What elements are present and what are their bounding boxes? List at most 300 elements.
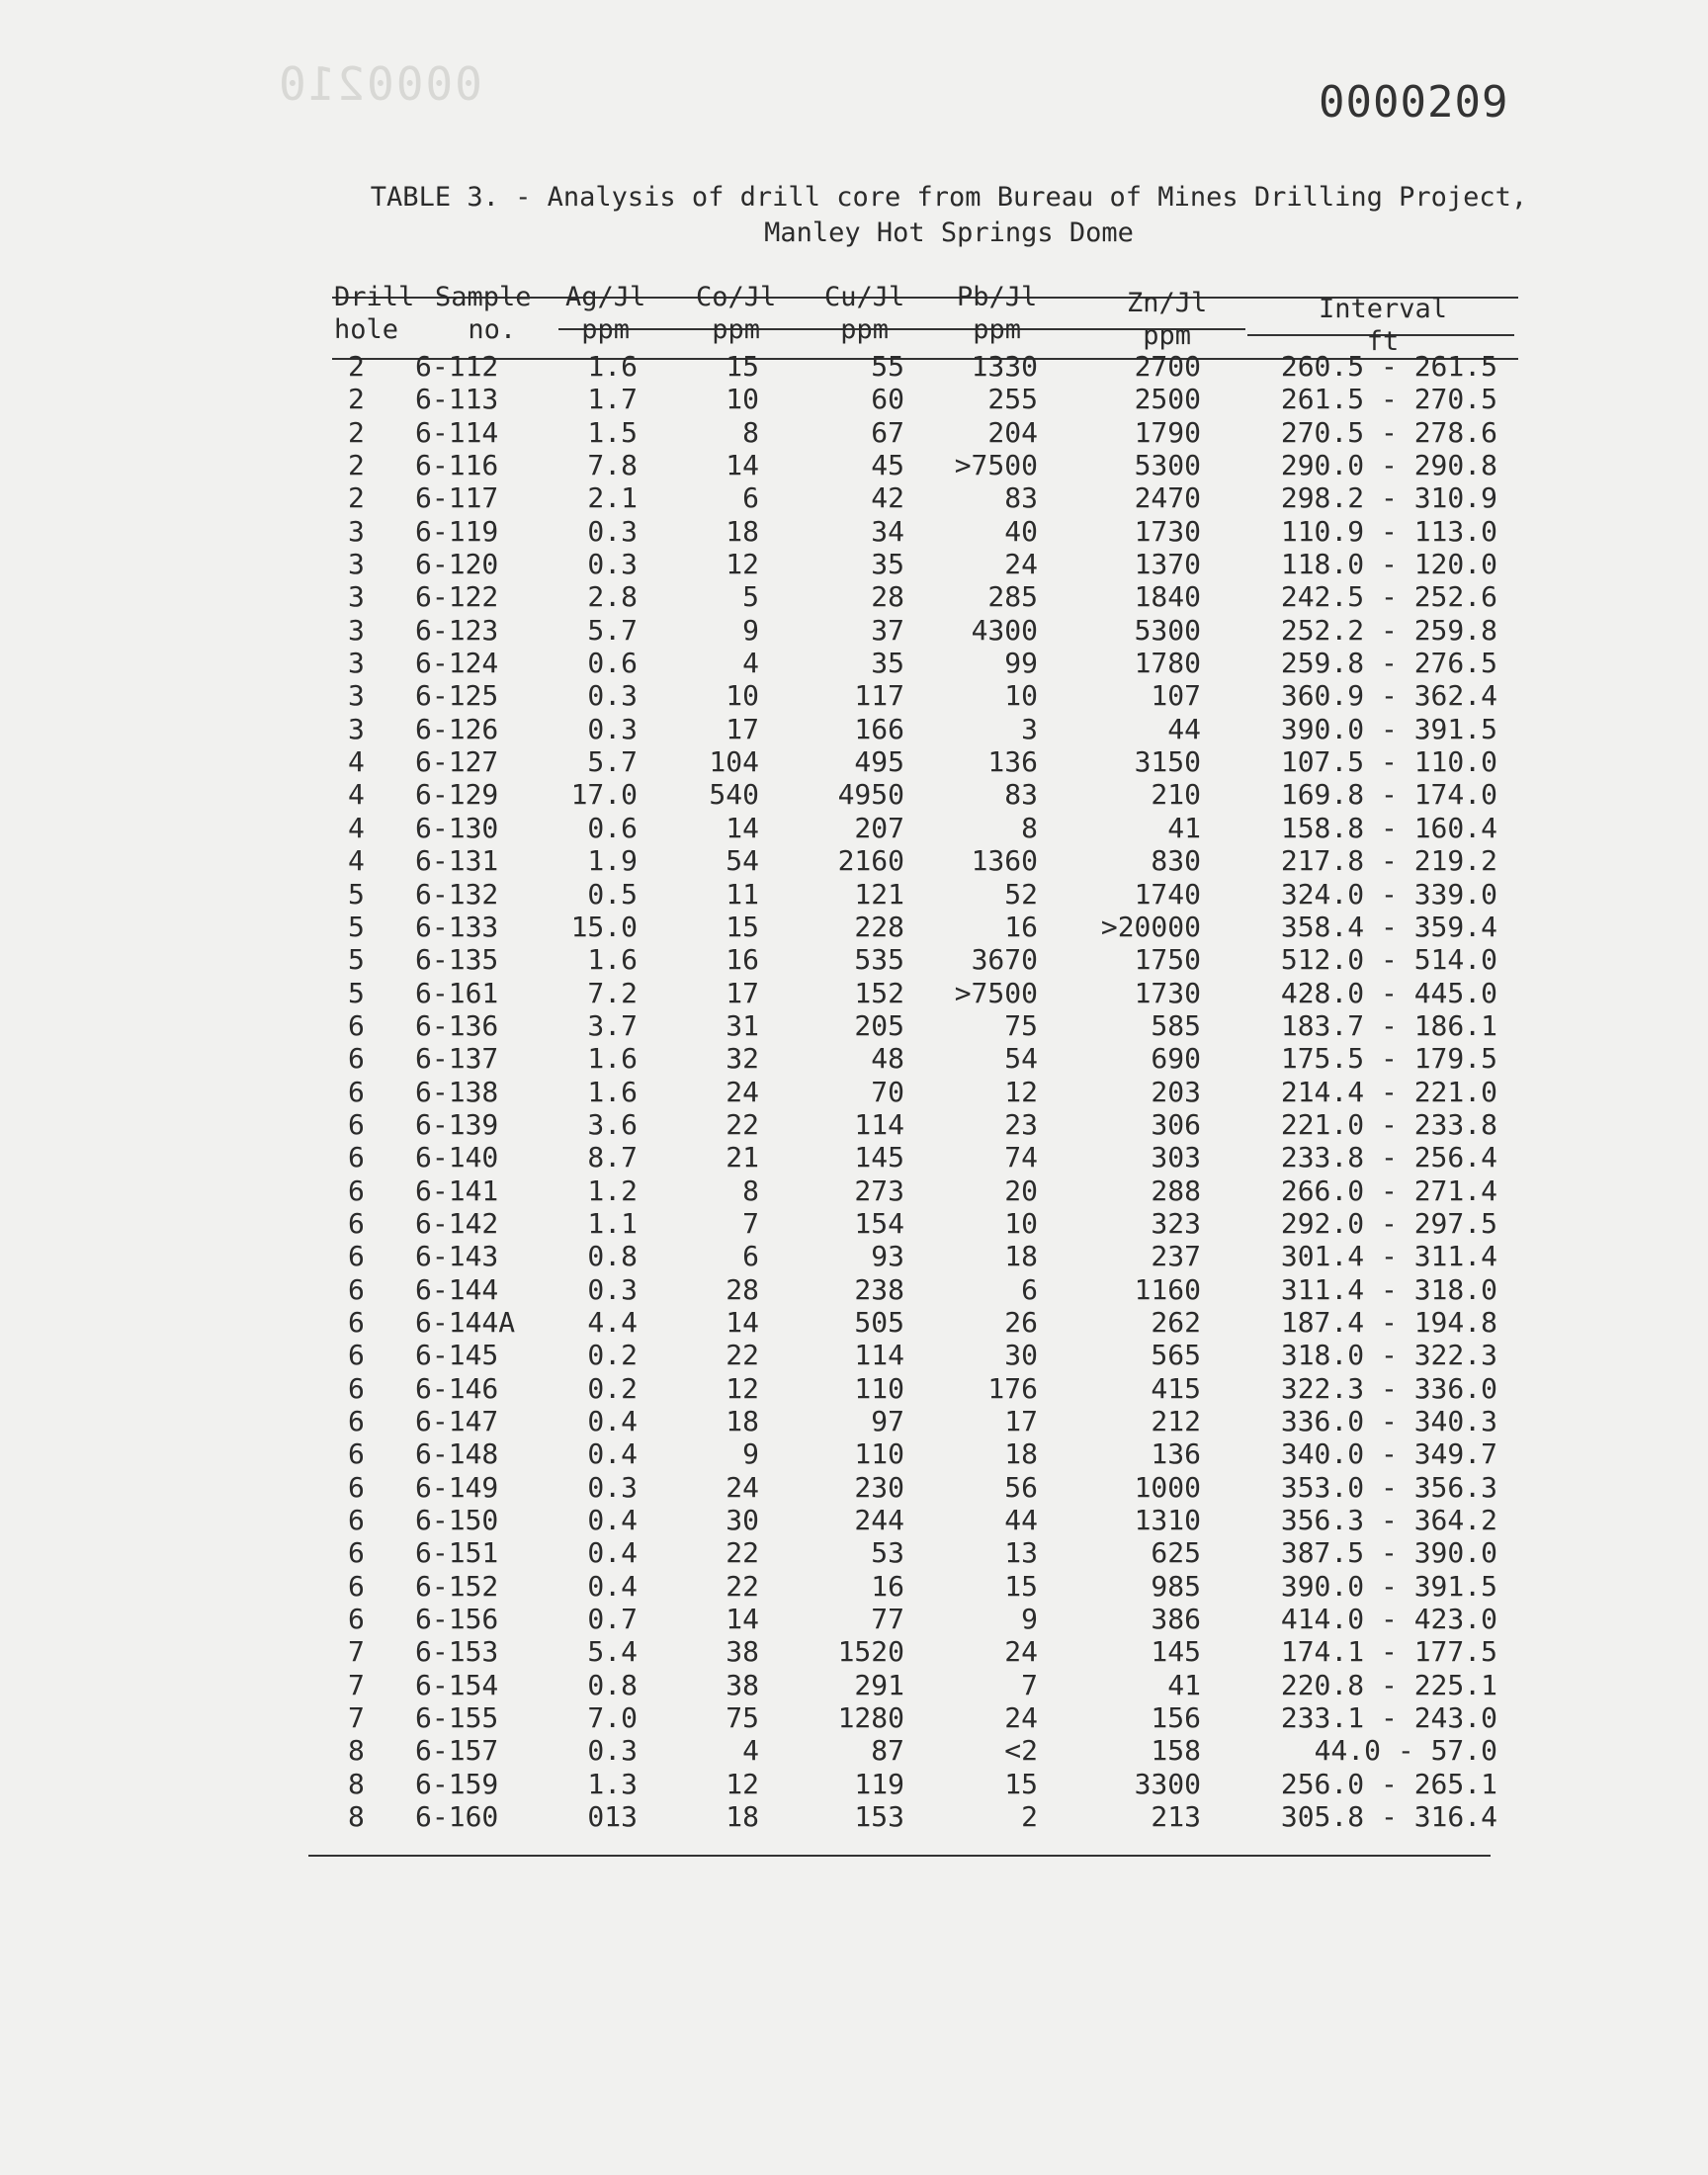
- cell-co-value: 17: [726, 712, 759, 745]
- table-row: [0, 1141, 1708, 1174]
- cell-ag-value: 0.3: [587, 1470, 638, 1504]
- cell-zn-value: 1000: [1134, 1470, 1201, 1504]
- cell-cu-value: 154: [854, 1206, 904, 1240]
- cell-drill-hole: 6: [348, 1504, 365, 1537]
- table-bottom-rule: [308, 1855, 1491, 1857]
- cell-sample-no: 6-160: [415, 1800, 499, 1834]
- header-sample-no: Sample no.: [435, 282, 532, 345]
- table-row: [0, 1108, 1708, 1141]
- cell-drill-hole: 8: [348, 1734, 365, 1768]
- cell-interval: 336.0 - 340.3: [1280, 1405, 1497, 1437]
- header-zn: Zn/Jl ppm: [1127, 288, 1208, 351]
- table-row: [0, 1669, 1708, 1701]
- cell-drill-hole: 6: [348, 1174, 365, 1207]
- cell-pb-value: 23: [1004, 1107, 1038, 1141]
- cell-interval: 242.5 - 252.6: [1280, 580, 1497, 614]
- cell-co-value: 12: [726, 1767, 759, 1800]
- cell-zn-value: 306: [1151, 1107, 1201, 1141]
- cell-interval: 266.0 - 271.4: [1280, 1174, 1497, 1207]
- cell-sample-no: 6-159: [415, 1767, 499, 1800]
- cell-interval: 107.5 - 110.0: [1280, 745, 1497, 779]
- cell-cu-value: 16: [871, 1569, 904, 1603]
- cell-sample-no: 6-123: [415, 613, 499, 647]
- cell-cu-value: 244: [854, 1504, 904, 1537]
- table-row: [0, 1240, 1708, 1272]
- cell-zn-value: 323: [1151, 1206, 1201, 1240]
- cell-ag-value: 0.4: [587, 1569, 638, 1603]
- cell-pb-value: 6: [1021, 1272, 1038, 1306]
- cell-cu-value: 495: [854, 745, 904, 779]
- cell-interval: 387.5 - 390.0: [1280, 1536, 1497, 1570]
- cell-cu-value: 93: [871, 1240, 904, 1273]
- cell-zn-value: 107: [1151, 679, 1201, 713]
- cell-ag-value: 0.2: [587, 1339, 638, 1372]
- table-row: [0, 778, 1708, 811]
- cell-pb-value: 56: [1004, 1470, 1038, 1504]
- cell-ag-value: 013: [587, 1800, 638, 1834]
- cell-drill-hole: 2: [348, 383, 365, 416]
- cell-cu-value: 238: [854, 1272, 904, 1306]
- cell-pb-value: 4300: [971, 613, 1038, 647]
- cell-sample-no: 6-143: [415, 1240, 499, 1273]
- cell-ag-value: 3.6: [587, 1107, 638, 1141]
- cell-interval: 183.7 - 186.1: [1280, 1008, 1497, 1042]
- cell-zn-value: 1790: [1134, 415, 1201, 449]
- cell-drill-hole: 2: [348, 449, 365, 482]
- cell-ag-value: 0.2: [587, 1371, 638, 1405]
- cell-interval: 175.5 - 179.5: [1280, 1042, 1497, 1076]
- cell-ag-value: 5.7: [587, 613, 638, 647]
- table-row: [0, 679, 1708, 712]
- cell-zn-value: 1730: [1134, 514, 1201, 548]
- table-row: [0, 449, 1708, 481]
- cell-co-value: 31: [726, 1008, 759, 1042]
- cell-cu-value: 291: [854, 1668, 904, 1701]
- cell-sample-no: 6-119: [415, 514, 499, 548]
- cell-drill-hole: 7: [348, 1668, 365, 1701]
- header-co: Co/Jl ppm: [696, 282, 777, 345]
- cell-co-value: 15: [726, 350, 759, 383]
- table-row: [0, 1471, 1708, 1504]
- cell-sample-no: 6-122: [415, 580, 499, 614]
- table-row: [0, 1570, 1708, 1603]
- cell-interval: 356.3 - 364.2: [1280, 1504, 1497, 1537]
- cell-cu-value: 28: [871, 580, 904, 614]
- cell-interval: 214.4 - 221.0: [1280, 1075, 1497, 1108]
- cell-interval: 252.2 - 259.8: [1280, 613, 1497, 647]
- cell-interval: 118.0 - 120.0: [1280, 548, 1497, 581]
- cell-drill-hole: 6: [348, 1240, 365, 1273]
- cell-sample-no: 6-116: [415, 449, 499, 482]
- cell-co-value: 4: [742, 1734, 759, 1768]
- cell-drill-hole: 4: [348, 844, 365, 878]
- cell-interval: 358.4 - 359.4: [1280, 910, 1497, 943]
- cell-interval: 324.0 - 339.0: [1280, 877, 1497, 911]
- cell-ag-value: 5.7: [587, 745, 638, 779]
- cell-ag-value: 17.0: [570, 778, 638, 812]
- cell-drill-hole: 2: [348, 481, 365, 515]
- cell-drill-hole: 5: [348, 976, 365, 1009]
- cell-cu-value: 114: [854, 1107, 904, 1141]
- cell-interval: 158.8 - 160.4: [1280, 811, 1497, 844]
- cell-cu-value: 53: [871, 1536, 904, 1570]
- cell-sample-no: 6-148: [415, 1437, 499, 1471]
- cell-sample-no: 6-145: [415, 1339, 499, 1372]
- cell-co-value: 38: [726, 1668, 759, 1701]
- cell-co-value: 9: [742, 1437, 759, 1471]
- cell-pb-value: 1330: [971, 350, 1038, 383]
- cell-sample-no: 6-141: [415, 1174, 499, 1207]
- cell-co-value: 17: [726, 976, 759, 1009]
- cell-drill-hole: 6: [348, 1536, 365, 1570]
- cell-pb-value: 26: [1004, 1305, 1038, 1339]
- cell-ag-value: 0.6: [587, 647, 638, 680]
- cell-pb-value: 204: [987, 415, 1038, 449]
- cell-co-value: 22: [726, 1569, 759, 1603]
- cell-co-value: 14: [726, 449, 759, 482]
- cell-drill-hole: 3: [348, 580, 365, 614]
- cell-cu-value: 166: [854, 712, 904, 745]
- cell-zn-value: 625: [1151, 1536, 1201, 1570]
- cell-co-value: 24: [726, 1075, 759, 1108]
- cell-ag-value: 1.9: [587, 844, 638, 878]
- cell-sample-no: 6-139: [415, 1107, 499, 1141]
- cell-co-value: 10: [726, 383, 759, 416]
- cell-pb-value: 7: [1021, 1668, 1038, 1701]
- cell-pb-value: 83: [1004, 778, 1038, 812]
- cell-ag-value: 0.4: [587, 1536, 638, 1570]
- cell-cu-value: 70: [871, 1075, 904, 1108]
- table-row: [0, 977, 1708, 1009]
- cell-cu-value: 87: [871, 1734, 904, 1768]
- cell-interval: 217.8 - 219.2: [1280, 844, 1497, 878]
- cell-zn-value: 1730: [1134, 976, 1201, 1009]
- cell-co-value: 14: [726, 811, 759, 844]
- cell-pb-value: 18: [1004, 1240, 1038, 1273]
- cell-sample-no: 6-125: [415, 679, 499, 713]
- cell-interval: 512.0 - 514.0: [1280, 943, 1497, 977]
- cell-pb-value: 9: [1021, 1603, 1038, 1636]
- cell-ag-value: 1.7: [587, 383, 638, 416]
- table-row: [0, 1701, 1708, 1734]
- cell-ag-value: 7.2: [587, 976, 638, 1009]
- cell-sample-no: 6-157: [415, 1734, 499, 1768]
- cell-pb-value: 3: [1021, 712, 1038, 745]
- cell-drill-hole: 2: [348, 415, 365, 449]
- cell-co-value: 14: [726, 1603, 759, 1636]
- cell-drill-hole: 2: [348, 350, 365, 383]
- cell-sample-no: 6-150: [415, 1504, 499, 1537]
- cell-interval: 260.5 - 261.5: [1280, 350, 1497, 383]
- cell-sample-no: 6-146: [415, 1371, 499, 1405]
- cell-pb-value: >7500: [954, 449, 1038, 482]
- table-row: [0, 713, 1708, 745]
- cell-pb-value: 52: [1004, 877, 1038, 911]
- table-row: [0, 1603, 1708, 1635]
- cell-zn-value: 213: [1151, 1800, 1201, 1834]
- cell-zn-value: 5300: [1134, 613, 1201, 647]
- table-row: [0, 481, 1708, 514]
- cell-zn-value: >20000: [1100, 910, 1201, 943]
- cell-sample-no: 6-113: [415, 383, 499, 416]
- cell-ag-value: 15.0: [570, 910, 638, 943]
- cell-ag-value: 7.0: [587, 1701, 638, 1735]
- table-row: [0, 548, 1708, 580]
- cell-drill-hole: 6: [348, 1437, 365, 1471]
- header-interval: Interval ft: [1319, 294, 1448, 357]
- cell-co-value: 540: [709, 778, 759, 812]
- cell-cu-value: 42: [871, 481, 904, 515]
- cell-ag-value: 0.6: [587, 811, 638, 844]
- cell-co-value: 38: [726, 1635, 759, 1669]
- table-row: [0, 943, 1708, 976]
- cell-interval: 322.3 - 336.0: [1280, 1371, 1497, 1405]
- cell-pb-value: 18: [1004, 1437, 1038, 1471]
- cell-ag-value: 0.4: [587, 1504, 638, 1537]
- table-body: [0, 350, 1708, 1833]
- cell-sample-no: 6-132: [415, 877, 499, 911]
- table-row: [0, 745, 1708, 778]
- cell-sample-no: 6-138: [415, 1075, 499, 1108]
- cell-ag-value: 0.3: [587, 1272, 638, 1306]
- cell-ag-value: 0.3: [587, 679, 638, 713]
- cell-cu-value: 55: [871, 350, 904, 383]
- cell-co-value: 104: [709, 745, 759, 779]
- cell-sample-no: 6-155: [415, 1701, 499, 1735]
- cell-drill-hole: 5: [348, 943, 365, 977]
- cell-interval: 44.0 - 57.0: [1314, 1734, 1497, 1768]
- cell-zn-value: 985: [1151, 1569, 1201, 1603]
- cell-co-value: 6: [742, 1240, 759, 1273]
- cell-zn-value: 1740: [1134, 877, 1201, 911]
- cell-sample-no: 6-131: [415, 844, 499, 878]
- cell-cu-value: 230: [854, 1470, 904, 1504]
- table-row: [0, 1076, 1708, 1108]
- cell-cu-value: 60: [871, 383, 904, 416]
- cell-interval: 110.9 - 113.0: [1280, 514, 1497, 548]
- cell-sample-no: 6-135: [415, 943, 499, 977]
- cell-drill-hole: 8: [348, 1800, 365, 1834]
- table-row: [0, 1768, 1708, 1800]
- cell-drill-hole: 6: [348, 1206, 365, 1240]
- cell-cu-value: 77: [871, 1603, 904, 1636]
- cell-interval: 169.8 - 174.0: [1280, 778, 1497, 812]
- cell-sample-no: 6-133: [415, 910, 499, 943]
- cell-sample-no: 6-112: [415, 350, 499, 383]
- cell-zn-value: 1370: [1134, 548, 1201, 581]
- cell-sample-no: 6-156: [415, 1603, 499, 1636]
- cell-interval: 187.4 - 194.8: [1280, 1305, 1497, 1339]
- cell-co-value: 22: [726, 1107, 759, 1141]
- cell-drill-hole: 6: [348, 1339, 365, 1372]
- cell-cu-value: 145: [854, 1141, 904, 1174]
- cell-zn-value: 210: [1151, 778, 1201, 812]
- cell-drill-hole: 6: [348, 1305, 365, 1339]
- cell-drill-hole: 8: [348, 1767, 365, 1800]
- cell-pb-value: 54: [1004, 1042, 1038, 1076]
- cell-zn-value: 5300: [1134, 449, 1201, 482]
- table-row: [0, 580, 1708, 613]
- cell-pb-value: 1360: [971, 844, 1038, 878]
- cell-cu-value: 228: [854, 910, 904, 943]
- cell-co-value: 15: [726, 910, 759, 943]
- cell-interval: 290.0 - 290.8: [1280, 449, 1497, 482]
- cell-co-value: 18: [726, 1800, 759, 1834]
- cell-zn-value: 2700: [1134, 350, 1201, 383]
- cell-cu-value: 152: [854, 976, 904, 1009]
- cell-cu-value: 110: [854, 1437, 904, 1471]
- cell-ag-value: 4.4: [587, 1305, 638, 1339]
- cell-zn-value: 44: [1167, 712, 1201, 745]
- cell-co-value: 8: [742, 1174, 759, 1207]
- cell-sample-no: 6-136: [415, 1008, 499, 1042]
- cell-drill-hole: 3: [348, 613, 365, 647]
- cell-drill-hole: 4: [348, 745, 365, 779]
- cell-cu-value: 205: [854, 1008, 904, 1042]
- cell-cu-value: 1520: [837, 1635, 904, 1669]
- cell-pb-value: 10: [1004, 1206, 1038, 1240]
- cell-cu-value: 535: [854, 943, 904, 977]
- table-row: [0, 1536, 1708, 1569]
- table-row: [0, 1306, 1708, 1339]
- cell-drill-hole: 6: [348, 1569, 365, 1603]
- cell-ag-value: 1.6: [587, 943, 638, 977]
- cell-zn-value: 237: [1151, 1240, 1201, 1273]
- cell-interval: 360.9 - 362.4: [1280, 679, 1497, 713]
- cell-co-value: 12: [726, 1371, 759, 1405]
- cell-drill-hole: 3: [348, 679, 365, 713]
- cell-co-value: 16: [726, 943, 759, 977]
- cell-drill-hole: 7: [348, 1701, 365, 1735]
- cell-cu-value: 117: [854, 679, 904, 713]
- cell-pb-value: >7500: [954, 976, 1038, 1009]
- cell-sample-no: 6-152: [415, 1569, 499, 1603]
- cell-interval: 428.0 - 445.0: [1280, 976, 1497, 1009]
- table-row: [0, 1405, 1708, 1437]
- cell-co-value: 14: [726, 1305, 759, 1339]
- cell-zn-value: 41: [1167, 811, 1201, 844]
- cell-cu-value: 1280: [837, 1701, 904, 1735]
- table-title-line-2: Manley Hot Springs Dome: [764, 218, 1134, 248]
- table-row: [0, 844, 1708, 877]
- cell-ag-value: 0.5: [587, 877, 638, 911]
- cell-ag-value: 0.3: [587, 548, 638, 581]
- table-row: [0, 1339, 1708, 1371]
- cell-co-value: 28: [726, 1272, 759, 1306]
- table-row: [0, 1504, 1708, 1536]
- cell-zn-value: 2470: [1134, 481, 1201, 515]
- cell-cu-value: 114: [854, 1339, 904, 1372]
- cell-cu-value: 34: [871, 514, 904, 548]
- cell-cu-value: 37: [871, 613, 904, 647]
- table-row: [0, 1372, 1708, 1405]
- cell-cu-value: 153: [854, 1800, 904, 1834]
- cell-zn-value: 1840: [1134, 580, 1201, 614]
- cell-drill-hole: 5: [348, 910, 365, 943]
- cell-co-value: 22: [726, 1339, 759, 1372]
- cell-co-value: 18: [726, 514, 759, 548]
- table-row: [0, 383, 1708, 415]
- header-ag: Ag/Jl ppm: [565, 282, 646, 345]
- cell-cu-value: 110: [854, 1371, 904, 1405]
- cell-pb-value: 17: [1004, 1405, 1038, 1437]
- cell-cu-value: 45: [871, 449, 904, 482]
- cell-interval: 233.1 - 243.0: [1280, 1701, 1497, 1735]
- cell-pb-value: 2: [1021, 1800, 1038, 1834]
- cell-sample-no: 6-120: [415, 548, 499, 581]
- cell-cu-value: 121: [854, 877, 904, 911]
- cell-drill-hole: 3: [348, 647, 365, 680]
- cell-cu-value: 273: [854, 1174, 904, 1207]
- cell-zn-value: 565: [1151, 1339, 1201, 1372]
- cell-sample-no: 6-126: [415, 712, 499, 745]
- cell-ag-value: 1.2: [587, 1174, 638, 1207]
- table-row: [0, 350, 1708, 383]
- cell-drill-hole: 3: [348, 712, 365, 745]
- cell-interval: 174.1 - 177.5: [1280, 1635, 1497, 1669]
- cell-zn-value: 3300: [1134, 1767, 1201, 1800]
- cell-pb-value: 136: [987, 745, 1038, 779]
- cell-drill-hole: 3: [348, 548, 365, 581]
- cell-ag-value: 1.1: [587, 1206, 638, 1240]
- cell-zn-value: 1160: [1134, 1272, 1201, 1306]
- cell-interval: 261.5 - 270.5: [1280, 383, 1497, 416]
- cell-interval: 340.0 - 349.7: [1280, 1437, 1497, 1471]
- cell-pb-value: 40: [1004, 514, 1038, 548]
- table-row: [0, 647, 1708, 679]
- cell-drill-hole: 6: [348, 1371, 365, 1405]
- cell-zn-value: 1750: [1134, 943, 1201, 977]
- cell-pb-value: <2: [1004, 1734, 1038, 1768]
- cell-zn-value: 1780: [1134, 647, 1201, 680]
- table-row: [0, 1273, 1708, 1306]
- cell-co-value: 9: [742, 613, 759, 647]
- cell-drill-hole: 6: [348, 1107, 365, 1141]
- cell-zn-value: 156: [1151, 1701, 1201, 1735]
- cell-co-value: 22: [726, 1536, 759, 1570]
- header-cu: Cu/Jl ppm: [824, 282, 905, 345]
- cell-co-value: 24: [726, 1470, 759, 1504]
- cell-sample-no: 6-137: [415, 1042, 499, 1076]
- header-drill-hole: Drill hole: [334, 282, 415, 345]
- cell-ag-value: 7.8: [587, 449, 638, 482]
- cell-interval: 301.4 - 311.4: [1280, 1240, 1497, 1273]
- cell-zn-value: 158: [1151, 1734, 1201, 1768]
- bleed-through-number: 0000210: [277, 57, 482, 111]
- cell-ag-value: 0.4: [587, 1437, 638, 1471]
- cell-zn-value: 585: [1151, 1008, 1201, 1042]
- cell-pb-value: 176: [987, 1371, 1038, 1405]
- cell-pb-value: 24: [1004, 1635, 1038, 1669]
- cell-sample-no: 6-124: [415, 647, 499, 680]
- cell-pb-value: 83: [1004, 481, 1038, 515]
- table-row: [0, 1207, 1708, 1240]
- table-row: [0, 1800, 1708, 1833]
- cell-zn-value: 415: [1151, 1371, 1201, 1405]
- cell-pb-value: 8: [1021, 811, 1038, 844]
- cell-interval: 353.0 - 356.3: [1280, 1470, 1497, 1504]
- table-row: [0, 515, 1708, 548]
- cell-cu-value: 119: [854, 1767, 904, 1800]
- cell-co-value: 8: [742, 415, 759, 449]
- cell-interval: 390.0 - 391.5: [1280, 712, 1497, 745]
- table-row: [0, 416, 1708, 449]
- cell-ag-value: 1.6: [587, 1042, 638, 1076]
- cell-sample-no: 6-147: [415, 1405, 499, 1437]
- cell-zn-value: 830: [1151, 844, 1201, 878]
- cell-co-value: 7: [742, 1206, 759, 1240]
- cell-co-value: 54: [726, 844, 759, 878]
